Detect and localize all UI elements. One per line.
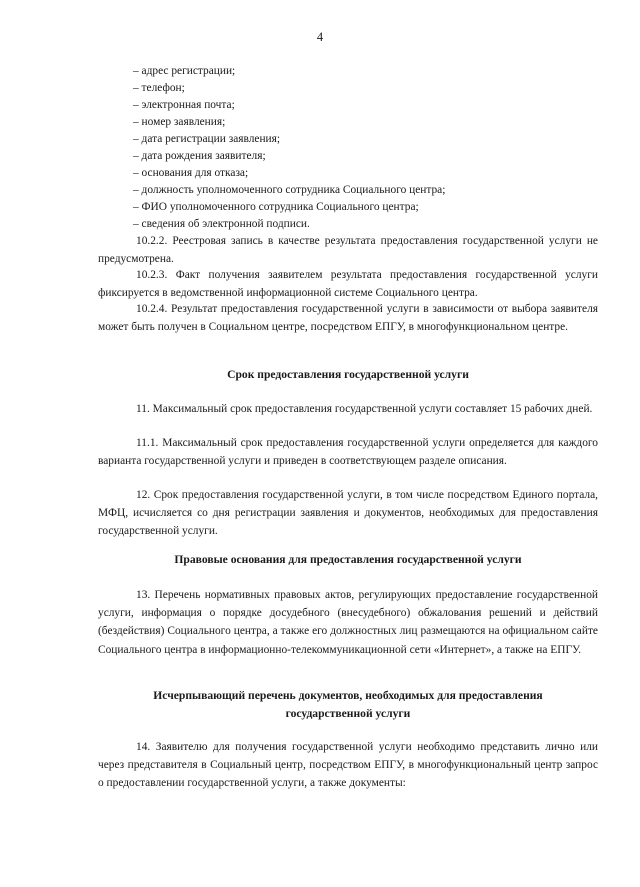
paragraph-11-1: 11.1. Максимальный срок предоставления государственной услуги определяется для каждого варианта государственной услуги и приведен в соответствующем разделе описания. — [98, 437, 598, 468]
paragraph-11: 11. Максимальный срок предоставления государственной услуги составляет 15 рабочих дней. — [136, 403, 593, 415]
section-heading-documents — [98, 687, 598, 723]
paragraph-10-2-3: 10.2.3. Факт получения заявителем результата предоставления государственной услуги фиксируется в ведомственной информационной системе Социального центра. — [98, 269, 598, 300]
list-item: – дата регистрации заявления; — [133, 133, 281, 145]
list-item: – номер заявления; — [133, 116, 226, 128]
list-item: – должность уполномоченного сотрудника Социального центра; — [133, 184, 446, 196]
paragraph-12: 12. Срок предоставления государственной услуги, в том числе посредством Единого портала, МФЦ, исчисляется со дня регистрации заявления и документов, необходимых для предоставления государственной услуги. — [98, 489, 598, 538]
page-number: 4 — [316, 30, 324, 44]
paragraph-14: 14. Заявителю для получения государственной услуги необходимо представить лично или через представителя в Социальный центр, посредством ЕПГУ, в многофункциональный центр запрос о предоставлении государственной услуги, а также документы: — [98, 741, 598, 790]
paragraph-10-2-2: 10.2.2. Реестровая запись в качестве результата предоставления государственной услуги не предусмотрена. — [98, 235, 598, 266]
heading-line-2: государственной услуги — [285, 707, 411, 720]
heading-line-1: Исчерпывающий перечень документов, необходимых для предоставления — [153, 689, 543, 702]
section-heading-term: Срок предоставления государственной услуги — [227, 368, 469, 381]
list-item: – сведения об электронной подписи. — [133, 218, 310, 230]
list-item: – электронная почта; — [133, 99, 235, 111]
list-item: – адрес регистрации; — [133, 65, 236, 77]
list-item: – ФИО уполномоченного сотрудника Социального центра; — [133, 201, 419, 213]
paragraph-10-2-4: 10.2.4. Результат предоставления государственной услуги в зависимости от выбора заявителя может быть получен в Социальном центре, посредством ЕПГУ, в многофункциональном центре. — [98, 303, 598, 334]
paragraph-13: 13. Перечень нормативных правовых актов, регулирующих предоставление государственной услуги, информация о порядке досудебного (внесудебного) обжалования решений и действий (бездействия) Социального центра, а также его должностных лиц размещаются на официальном сайте Социального центра в информационно-телекоммуникационной сети «Интернет», а также на ЕПГУ. — [98, 589, 598, 656]
list-item: – дата рождения заявителя; — [133, 150, 266, 162]
section-heading-legal: Правовые основания для предоставления государственной услуги — [174, 553, 522, 566]
list-item: – телефон; — [133, 82, 185, 94]
list-item: – основания для отказа; — [133, 167, 249, 179]
